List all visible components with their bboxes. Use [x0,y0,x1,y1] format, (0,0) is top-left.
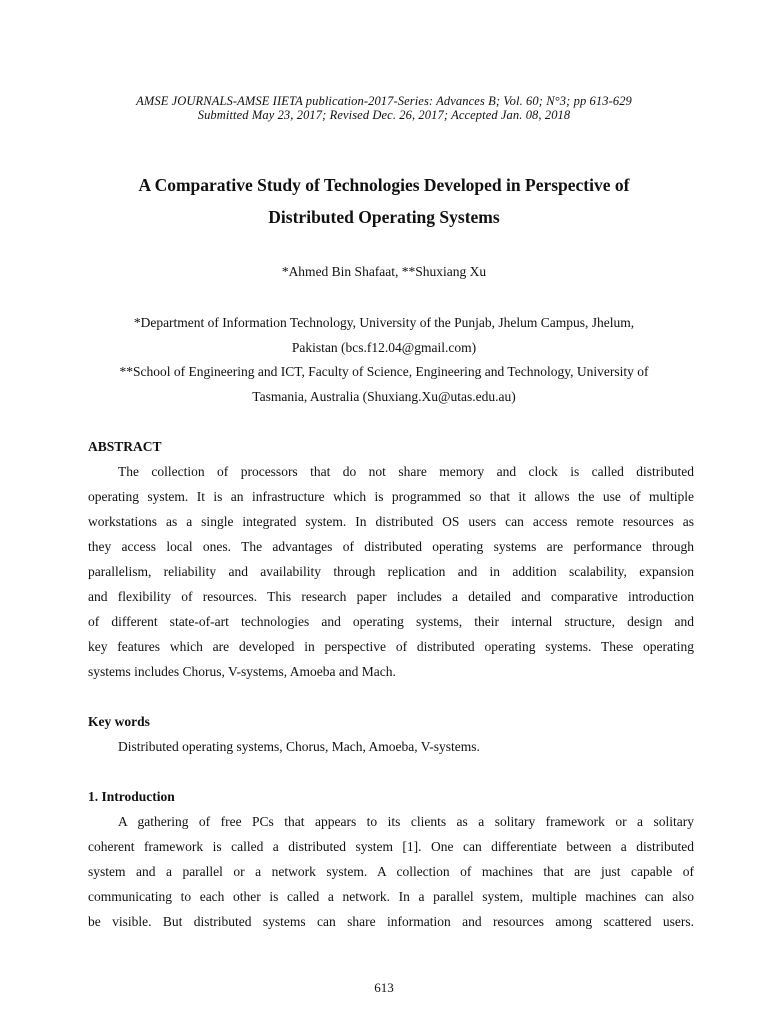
page-number: 613 [374,980,394,995]
introduction-heading: 1. Introduction [88,789,175,804]
affiliation-line: Tasmania, Australia (Shuxiang.Xu@utas.edu.au) [252,389,516,404]
submission-dates-line: Submitted May 23, 2017; Revised Dec. 26, 2017; Accepted Jan. 08, 2018 [197,108,571,122]
abstract-line: parallelism, reliability and availability through replication and in addition scalability, expansion [88,564,694,579]
abstract-line: workstations as a single integrated system. In distributed OS users can access remote resources as [88,514,694,529]
abstract-line: The collection of processors that do not share memory and clock is called distributed [118,464,694,479]
introduction-line: be visible. But distributed systems can share information and resources among scattered users. [88,914,694,929]
abstract-line: of different state-of-art technologies and operating systems, their internal structure, design and [88,614,694,629]
abstract-line: systems includes Chorus, V-systems, Amoeba and Mach. [88,664,396,679]
authors-line: *Ahmed Bin Shafaat, **Shuxiang Xu [281,264,487,279]
journal-citation-line: AMSE JOURNALS-AMSE IIETA publication-2017-Series: Advances B; Vol. 60; N°3; pp 613-629 [136,94,632,108]
introduction-line: communicating to each other is called a network. In a parallel system, multiple machines can also [88,889,694,904]
introduction-line: A gathering of free PCs that appears to its clients as a solitary framework or a solitary [118,814,694,829]
affiliation-line: *Department of Information Technology, University of the Punjab, Jhelum Campus, Jhelum, [133,315,635,330]
abstract-line: they access local ones. The advantages of distributed operating systems are performance through [88,539,694,554]
abstract-line: key features which are developed in perspective of distributed operating systems. These operating [88,639,694,654]
introduction-line: coherent framework is called a distributed system [1]. One can differentiate between a distributed [88,839,694,854]
keywords-text: Distributed operating systems, Chorus, Mach, Amoeba, V-systems. [118,739,480,754]
abstract-line: and flexibility of resources. This research paper includes a detailed and comparative introduction [88,589,694,604]
paper-title-line-2: Distributed Operating Systems [268,207,500,227]
paper-title-line-1: A Comparative Study of Technologies Developed in Perspective of [138,175,630,195]
introduction-line: system and a parallel or a network system. A collection of machines that are just capable of [88,864,694,879]
affiliation-line: Pakistan (bcs.f12.04@gmail.com) [291,340,477,355]
abstract-heading: ABSTRACT [88,439,162,454]
affiliation-line: **School of Engineering and ICT, Faculty of Science, Engineering and Technology, University of [119,364,649,379]
abstract-line: operating system. It is an infrastructure which is programmed so that it allows the use of multiple [88,489,694,504]
keywords-heading: Key words [88,714,150,729]
